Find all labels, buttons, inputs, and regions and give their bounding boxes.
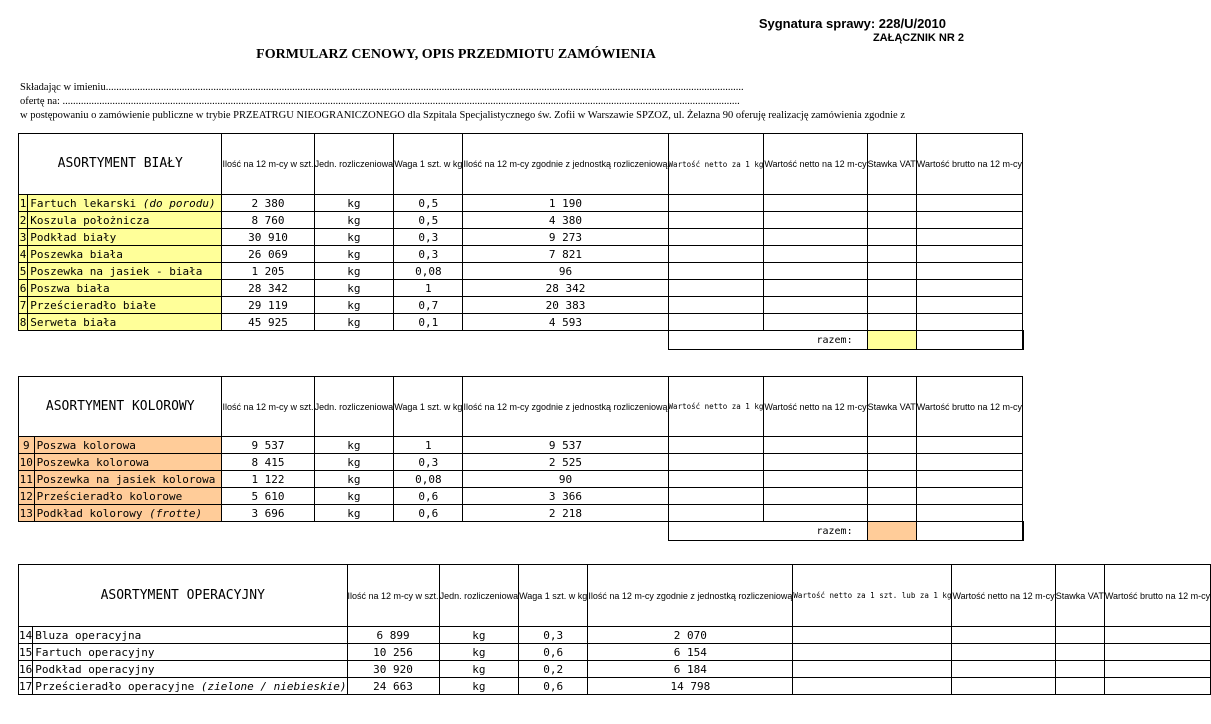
input-vat[interactable] (867, 229, 916, 246)
item-number: 1 (19, 196, 27, 210)
input-vat[interactable] (867, 505, 916, 522)
item-weight: 0,6 (519, 678, 588, 695)
page-title: FORMULARZ CENOWY, OPIS PRZEDMIOTU ZAMÓWIENIA (256, 47, 656, 62)
item-unit: kg (439, 627, 519, 644)
item-name: Serweta biała (28, 314, 222, 331)
item-unit: kg (314, 263, 394, 280)
item-unit: kg (439, 661, 519, 678)
input-vat[interactable] (867, 471, 916, 488)
input-vat[interactable] (867, 280, 916, 297)
total-label: razem: (668, 522, 867, 541)
item-number: 8 (19, 315, 27, 329)
total-gross-field[interactable] (1023, 331, 1024, 350)
col-header-qty: Ilość na 12 m-cy w szt. (347, 565, 439, 627)
intro-line-offer: ofertę na: .................................................................................................................................................................................................................................................................. (20, 96, 740, 107)
input-net-unit[interactable] (668, 297, 764, 314)
input-vat[interactable] (867, 297, 916, 314)
item-qty-unit: 1 190 (463, 195, 668, 212)
item-qty-unit: 20 383 (463, 297, 668, 314)
item-qty: 5 610 (222, 488, 314, 505)
table-row (19, 644, 1211, 661)
item-number: 16 (19, 662, 33, 676)
case-signature: Sygnatura sprawy: 228/U/2010 (758, 16, 946, 31)
input-net-unit[interactable] (668, 437, 764, 454)
input-gross[interactable] (916, 280, 1022, 297)
intro-line-on-behalf: Składając w imieniu................................................................................................................................................................................................................................................... (20, 82, 744, 93)
input-net-total[interactable] (764, 195, 867, 212)
input-net-unit[interactable] (793, 627, 952, 644)
item-number: 10 (19, 455, 33, 469)
item-qty: 2 380 (222, 195, 314, 212)
item-weight: 0,08 (394, 263, 463, 280)
col-header-unit: Jedn. rozliczeniowa (314, 134, 394, 195)
col-header-qty: Ilość na 12 m-cy w szt. (222, 134, 314, 195)
input-net-total[interactable] (952, 627, 1055, 644)
input-gross[interactable] (916, 212, 1022, 229)
item-unit: kg (314, 280, 394, 297)
table-row (19, 488, 1024, 505)
input-net-total[interactable] (764, 297, 867, 314)
input-net-unit[interactable] (668, 280, 764, 297)
table-row (19, 314, 1024, 331)
item-qty: 29 119 (222, 297, 314, 314)
input-net-total[interactable] (764, 505, 867, 522)
input-net-total[interactable] (764, 471, 867, 488)
col-header-vat: Stawka VAT (1055, 565, 1104, 627)
input-net-unit[interactable] (668, 246, 764, 263)
item-weight: 0,7 (394, 297, 463, 314)
item-number: 13 (19, 506, 33, 520)
item-unit: kg (314, 437, 394, 454)
item-name: Podkład operacyjny (33, 661, 347, 678)
col-header-qty-unit: Ilość na 12 m-cy zgodnie z jednostką rozliczeniową (463, 134, 668, 195)
input-net-total[interactable] (764, 229, 867, 246)
input-net-unit[interactable] (793, 678, 952, 695)
item-qty: 24 663 (347, 678, 439, 695)
input-gross[interactable] (1104, 627, 1210, 644)
item-qty: 26 069 (222, 246, 314, 263)
item-qty-unit: 9 273 (463, 229, 668, 246)
table-row (19, 678, 1211, 695)
input-gross[interactable] (1104, 678, 1210, 695)
item-note: (zielone / niebieskie) (194, 679, 347, 693)
item-qty: 3 696 (222, 505, 314, 522)
col-header-gross: Wartość brutto na 12 m-cy (916, 134, 1022, 195)
item-unit: kg (314, 454, 394, 471)
item-note: (frotte) (142, 506, 203, 520)
item-name: Prześcieradło operacyjne (zielone / niebieskie) (33, 678, 347, 695)
input-net-unit[interactable] (668, 195, 764, 212)
input-gross[interactable] (916, 314, 1022, 331)
input-net-total[interactable] (764, 246, 867, 263)
input-vat[interactable] (867, 246, 916, 263)
item-unit: kg (314, 297, 394, 314)
total-vat-field[interactable] (916, 331, 1022, 350)
item-unit: kg (439, 678, 519, 695)
item-weight: 0,6 (394, 488, 463, 505)
col-header-vat: Stawka VAT (867, 377, 916, 437)
item-unit: kg (314, 212, 394, 229)
table-row (19, 280, 1024, 297)
item-name: Podkład kolorowy (frotte) (34, 505, 222, 522)
col-header-net-total: Wartość netto na 12 m-cy (764, 377, 867, 437)
input-vat[interactable] (867, 314, 916, 331)
item-qty-unit: 96 (463, 263, 668, 280)
total-vat-field[interactable] (916, 522, 1022, 541)
input-net-unit[interactable] (668, 454, 764, 471)
item-name: Poszewka na jasiek kolorowa (34, 471, 222, 488)
item-name: Bluza operacyjna (33, 627, 347, 644)
col-header-net-unit: Wartość netto za 1 szt. lub za 1 kg (793, 565, 952, 627)
item-qty-unit: 6 154 (588, 644, 793, 661)
input-vat[interactable] (867, 437, 916, 454)
input-vat[interactable] (867, 454, 916, 471)
item-qty: 8 760 (222, 212, 314, 229)
item-name: Fartuch operacyjny (33, 644, 347, 661)
input-net-total[interactable] (764, 280, 867, 297)
total-gross-field[interactable] (1023, 522, 1024, 541)
section-title: ASORTYMENT BIAŁY (19, 134, 222, 195)
col-header-unit: Jedn. rozliczeniowa (439, 565, 519, 627)
item-number: 9 (19, 437, 35, 454)
section-title: ASORTYMENT OPERACYJNY (19, 565, 348, 627)
input-gross[interactable] (916, 297, 1022, 314)
item-name: Poszewka na jasiek - biała (28, 263, 222, 280)
item-qty-unit: 2 218 (463, 505, 668, 522)
item-name: Koszula położnicza (28, 212, 222, 229)
col-header-unit: Jedn. rozliczeniowa (314, 377, 394, 437)
item-qty-unit: 2 525 (463, 454, 668, 471)
total-net-field[interactable] (867, 331, 916, 350)
item-qty-unit: 4 593 (463, 314, 668, 331)
table-row (19, 437, 1024, 454)
item-note: (do porodu) (136, 196, 216, 210)
item-number: 7 (19, 298, 27, 312)
price-table-2 (18, 376, 1024, 541)
input-vat[interactable] (1055, 644, 1104, 661)
table-row (19, 454, 1024, 471)
item-weight: 0,5 (394, 195, 463, 212)
item-qty-unit: 4 380 (463, 212, 668, 229)
col-header-weight: Waga 1 szt. w kg (394, 377, 463, 437)
input-net-unit[interactable] (793, 644, 952, 661)
item-qty: 6 899 (347, 627, 439, 644)
price-table-3 (18, 564, 1211, 695)
input-net-total[interactable] (952, 661, 1055, 678)
col-header-weight: Waga 1 szt. w kg (519, 565, 588, 627)
item-weight: 0,5 (394, 212, 463, 229)
item-weight: 0,3 (394, 229, 463, 246)
total-net-field[interactable] (867, 522, 916, 541)
input-net-unit[interactable] (668, 212, 764, 229)
item-unit: kg (439, 644, 519, 661)
item-number: 3 (19, 230, 27, 244)
item-qty-unit: 14 798 (588, 678, 793, 695)
input-gross[interactable] (916, 229, 1022, 246)
item-weight: 0,3 (394, 246, 463, 263)
input-net-unit[interactable] (668, 229, 764, 246)
item-name: Poszwa kolorowa (34, 437, 222, 454)
input-gross[interactable] (916, 195, 1022, 212)
item-qty: 45 925 (222, 314, 314, 331)
input-gross[interactable] (916, 471, 1022, 488)
col-header-qty: Ilość na 12 m-cy w szt. (222, 377, 314, 437)
input-gross[interactable] (1104, 644, 1210, 661)
table-row (19, 297, 1024, 314)
item-name: Podkład biały (28, 229, 222, 246)
input-gross[interactable] (916, 263, 1022, 280)
input-gross[interactable] (916, 505, 1022, 522)
item-qty-unit: 3 366 (463, 488, 668, 505)
input-vat[interactable] (1055, 678, 1104, 695)
item-qty-unit: 90 (463, 471, 668, 488)
item-number: 11 (19, 472, 33, 486)
intro-line-procedure: w postępowaniu o zamówienie publiczne w trybie PRZEATRGU NIEOGRANICZONEGO dla Szpitala Specjalistycznego św. Zofii w Warszawie SPZOZ, ul. Żelazna 90 oferuję realizację zamówienia zgodnie z (20, 110, 905, 121)
item-name: Fartuch lekarski (do porodu) (28, 195, 222, 212)
item-weight: 1 (394, 437, 463, 454)
col-header-gross: Wartość brutto na 12 m-cy (916, 377, 1022, 437)
item-unit: kg (314, 471, 394, 488)
item-number: 4 (19, 247, 27, 261)
input-gross[interactable] (916, 454, 1022, 471)
col-header-net-unit: Wartość netto za 1 kg (668, 134, 764, 195)
item-unit: kg (314, 488, 394, 505)
input-net-total[interactable] (764, 314, 867, 331)
item-qty-unit: 28 342 (463, 280, 668, 297)
input-gross[interactable] (1104, 661, 1210, 678)
item-number: 14 (19, 628, 33, 642)
input-net-unit[interactable] (668, 505, 764, 522)
item-name: Poszwa biała (28, 280, 222, 297)
item-qty-unit: 2 070 (588, 627, 793, 644)
input-net-total[interactable] (764, 212, 867, 229)
item-number: 12 (19, 489, 33, 503)
input-net-total[interactable] (764, 488, 867, 505)
item-unit: kg (314, 195, 394, 212)
input-vat[interactable] (867, 212, 916, 229)
col-header-qty-unit: Ilość na 12 m-cy zgodnie z jednostką rozliczeniową (588, 565, 793, 627)
item-name: Prześcieradło białe (28, 297, 222, 314)
col-header-net-unit: Wartość netto za 1 kg (668, 377, 764, 437)
item-weight: 0,3 (519, 627, 588, 644)
table-row (19, 505, 1024, 522)
item-qty-unit: 9 537 (463, 437, 668, 454)
input-gross[interactable] (916, 246, 1022, 263)
item-number: 17 (19, 679, 33, 693)
item-qty: 30 910 (222, 229, 314, 246)
table-row (19, 263, 1024, 280)
item-number: 5 (19, 264, 27, 278)
table-row (19, 195, 1024, 212)
item-number: 6 (19, 281, 27, 295)
col-header-net-total: Wartość netto na 12 m-cy (952, 565, 1055, 627)
input-net-unit[interactable] (793, 661, 952, 678)
input-gross[interactable] (916, 488, 1022, 505)
input-vat[interactable] (867, 488, 916, 505)
item-qty: 9 537 (222, 437, 314, 454)
col-header-net-total: Wartość netto na 12 m-cy (764, 134, 867, 195)
price-table-1 (18, 133, 1024, 350)
item-weight: 0,1 (394, 314, 463, 331)
item-unit: kg (314, 505, 394, 522)
col-header-gross: Wartość brutto na 12 m-cy (1104, 565, 1210, 627)
item-weight: 0,2 (519, 661, 588, 678)
section-title: ASORTYMENT KOLOROWY (19, 377, 222, 437)
item-qty-unit: 6 184 (588, 661, 793, 678)
table-row (19, 661, 1211, 678)
item-qty: 8 415 (222, 454, 314, 471)
input-net-total[interactable] (764, 437, 867, 454)
input-net-unit[interactable] (668, 488, 764, 505)
col-header-qty-unit: Ilość na 12 m-cy zgodnie z jednostką rozliczeniową (463, 377, 668, 437)
item-qty: 30 920 (347, 661, 439, 678)
item-unit: kg (314, 229, 394, 246)
item-weight: 1 (394, 280, 463, 297)
table-row (19, 246, 1024, 263)
item-unit: kg (314, 314, 394, 331)
input-vat[interactable] (867, 263, 916, 280)
input-vat[interactable] (867, 195, 916, 212)
input-vat[interactable] (1055, 661, 1104, 678)
item-unit: kg (314, 246, 394, 263)
attachment-label: ZAŁĄCZNIK NR 2 (872, 32, 964, 44)
col-header-weight: Waga 1 szt. w kg (394, 134, 463, 195)
input-net-total[interactable] (764, 454, 867, 471)
item-qty: 1 205 (222, 263, 314, 280)
item-weight: 0,08 (394, 471, 463, 488)
input-net-total[interactable] (764, 263, 867, 280)
item-qty: 28 342 (222, 280, 314, 297)
table-row (19, 212, 1024, 229)
item-number: 2 (19, 213, 27, 227)
item-weight: 0,3 (394, 454, 463, 471)
item-name: Poszewka kolorowa (34, 454, 222, 471)
input-net-total[interactable] (952, 678, 1055, 695)
input-net-unit[interactable] (668, 263, 764, 280)
item-weight: 0,6 (519, 644, 588, 661)
input-net-unit[interactable] (668, 471, 764, 488)
col-header-vat: Stawka VAT (867, 134, 916, 195)
total-label: razem: (668, 331, 867, 350)
input-gross[interactable] (916, 437, 1022, 454)
item-name: Prześcieradło kolorowe (34, 488, 222, 505)
table-row (19, 229, 1024, 246)
item-name: Poszewka biała (28, 246, 222, 263)
table-row (19, 471, 1024, 488)
item-qty-unit: 7 821 (463, 246, 668, 263)
item-qty: 1 122 (222, 471, 314, 488)
item-qty: 10 256 (347, 644, 439, 661)
input-net-unit[interactable] (668, 314, 764, 331)
input-net-total[interactable] (952, 644, 1055, 661)
table-row (19, 627, 1211, 644)
item-weight: 0,6 (394, 505, 463, 522)
item-number: 15 (19, 645, 33, 659)
input-vat[interactable] (1055, 627, 1104, 644)
